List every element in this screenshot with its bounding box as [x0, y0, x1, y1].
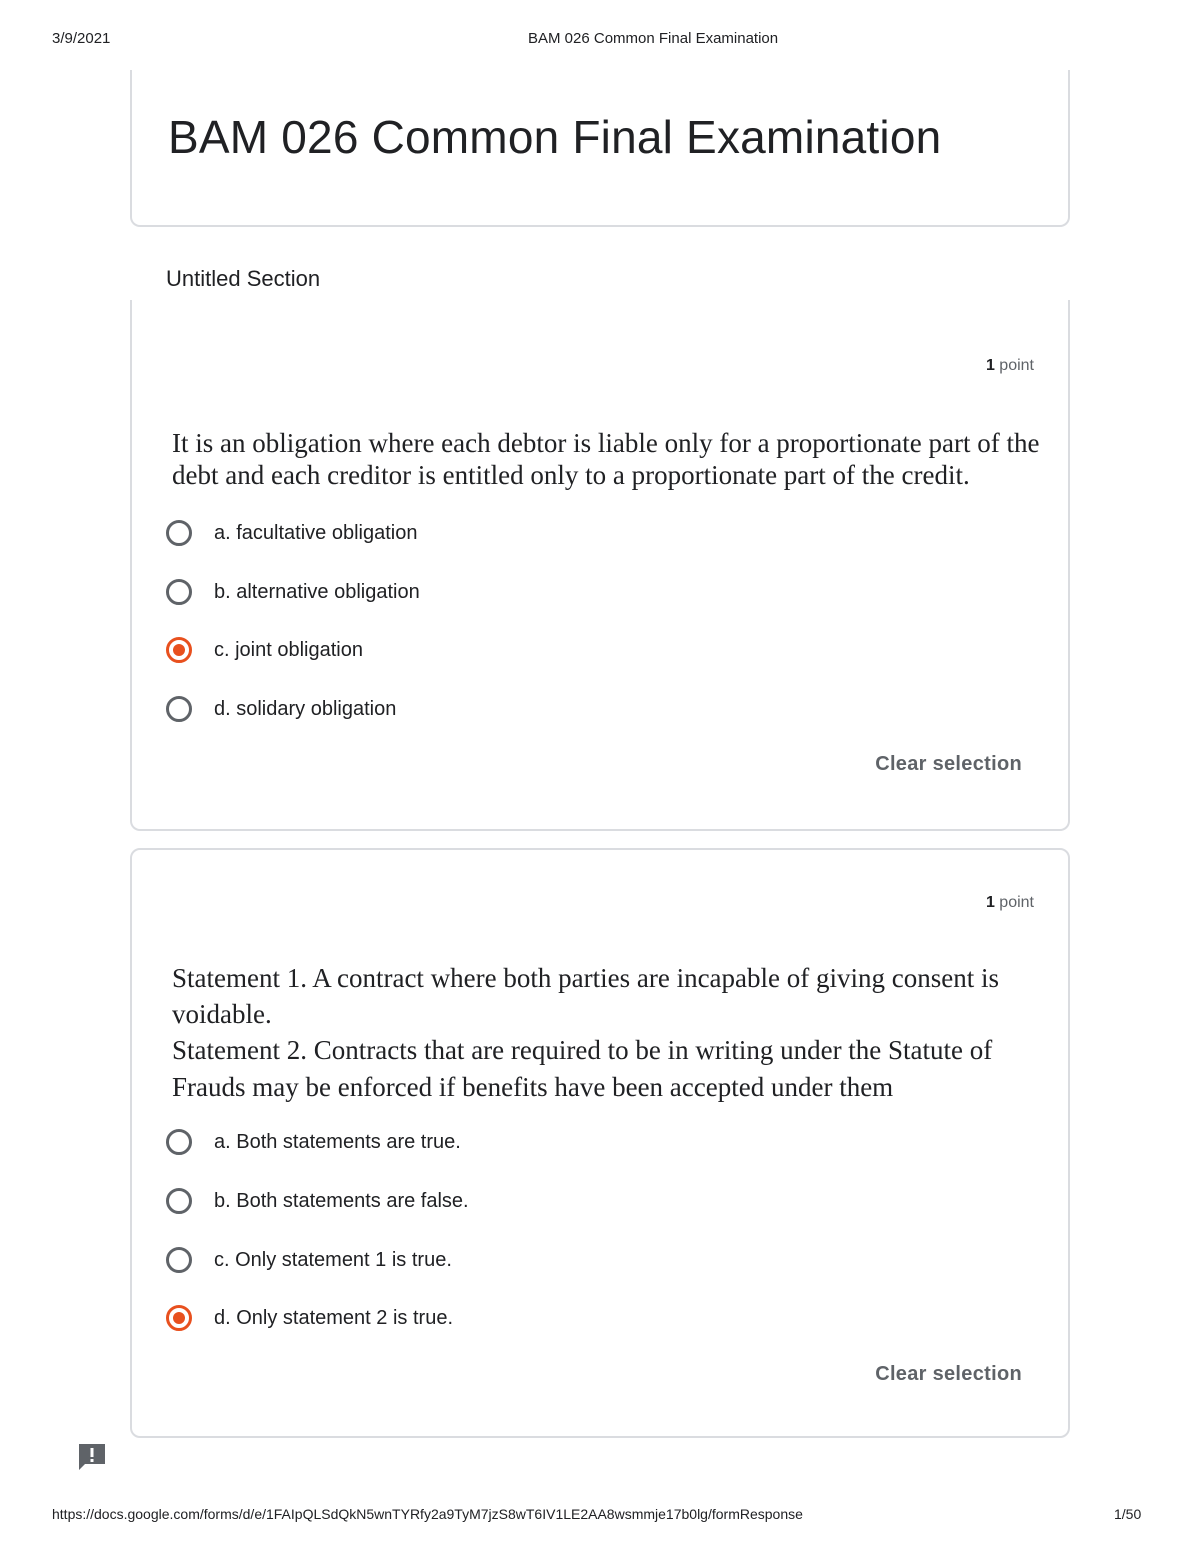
- question-text: [172, 960, 1042, 1105]
- radio-button[interactable]: [166, 1247, 192, 1273]
- radio-button[interactable]: [166, 579, 192, 605]
- option-c[interactable]: [166, 1242, 452, 1278]
- radio-button[interactable]: [166, 520, 192, 546]
- option-label: b. Both statements are false.: [214, 1189, 469, 1212]
- option-c[interactable]: [166, 632, 363, 668]
- radio-button-selected[interactable]: [166, 637, 192, 663]
- option-label: c. Only statement 1 is true.: [214, 1248, 452, 1271]
- option-label: b. alternative obligation: [214, 580, 420, 603]
- option-label: d. solidary obligation: [214, 697, 397, 720]
- option-label: c. joint obligation: [214, 638, 363, 661]
- page-indicator: 1/50: [1114, 1506, 1142, 1522]
- points-value: 1: [985, 357, 995, 374]
- points-label: [986, 357, 1034, 375]
- option-a[interactable]: [166, 515, 417, 551]
- option-d[interactable]: [166, 691, 396, 727]
- option-label: d. Only statement 2 is true.: [214, 1306, 453, 1329]
- print-page-title: BAM 026 Common Final Examination: [528, 30, 779, 47]
- points-unit: point: [999, 357, 1034, 374]
- points-unit: point: [999, 894, 1034, 911]
- question-text: It is an obligation where each debtor is liable only for a proportionate part of the debt and each creditor is entitled only to a proportionate part of the credit.: [172, 428, 1040, 490]
- radio-button[interactable]: [166, 1188, 192, 1214]
- page-url: https://docs.google.com/forms/d/e/1FAIpQLSdQkN5wnTYRfy2a9TyM7jzS8wT6IV1LE2AA8wsmmje17b0lg/formResponse: [52, 1506, 803, 1522]
- question-card-1: [130, 300, 1070, 831]
- radio-button[interactable]: [166, 1129, 192, 1155]
- option-a[interactable]: [166, 1124, 461, 1160]
- print-date: 3/9/2021: [52, 30, 111, 47]
- radio-button-selected[interactable]: [166, 1305, 192, 1331]
- clear-selection-button[interactable]: Clear selection: [875, 753, 1022, 775]
- form-title: BAM 026 Common Final Examination: [168, 111, 942, 163]
- question-statement-1: Statement 1. A contract where both parties are incapable of giving consent is voidable.: [172, 963, 999, 1030]
- form-title-card: [130, 70, 1070, 227]
- points-value: 1: [985, 894, 995, 911]
- radio-button[interactable]: [166, 696, 192, 722]
- option-b[interactable]: [166, 1183, 469, 1219]
- section-title: Untitled Section: [166, 266, 321, 291]
- option-d[interactable]: [166, 1300, 453, 1336]
- option-b[interactable]: [166, 574, 420, 610]
- option-label: a. facultative obligation: [214, 521, 418, 544]
- option-label: a. Both statements are true.: [214, 1130, 461, 1153]
- clear-selection-button[interactable]: Clear selection: [875, 1363, 1022, 1385]
- question-card-2: [130, 848, 1070, 1438]
- feedback-icon[interactable]: [76, 1441, 108, 1473]
- question-statement-2: Statement 2. Contracts that are required to be in writing under the Statute of Frauds may be enforced if benefits have been accepted under them: [172, 1035, 993, 1102]
- points-label: [986, 894, 1034, 912]
